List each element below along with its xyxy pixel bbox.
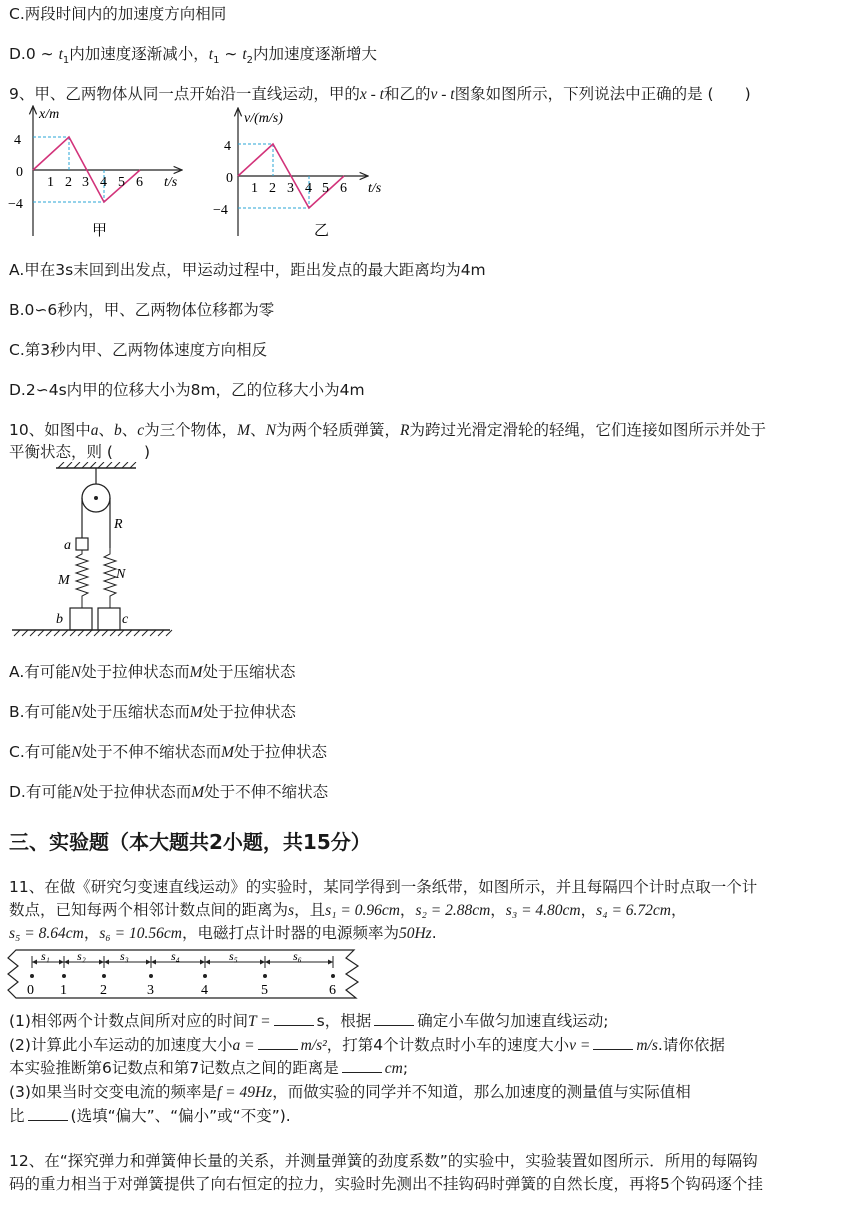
q11-text: 本实验推断第6记数点和第7记数点之间的距离是 xyxy=(9,1059,339,1077)
q11-text: . xyxy=(431,924,437,942)
q11-text: 确定小车做匀加速直线运动; xyxy=(417,1012,609,1030)
jia-ytick-0: 0 xyxy=(16,165,23,180)
s4-value: s₄ = 6.72cm xyxy=(596,902,671,919)
yi-xtick: 6 xyxy=(340,181,347,196)
sym-v: v = xyxy=(569,1037,591,1054)
opt-text: 处于拉伸状态而 xyxy=(82,783,192,801)
answer-blank[interactable] xyxy=(258,1035,298,1050)
sym-R: R xyxy=(399,422,410,439)
tape-seg-label: s₆ xyxy=(293,949,302,963)
q11-part1 xyxy=(9,1011,608,1032)
q9-stem-c: 图象如图所示，下列说法中正确的是 ( ) xyxy=(454,85,751,103)
sym-N: N xyxy=(71,744,82,761)
unit: m/s² xyxy=(300,1037,327,1054)
tape-point-label: 4 xyxy=(201,983,208,998)
jia-xlabel: t/s xyxy=(164,175,178,190)
tape-point-label: 0 xyxy=(27,983,34,998)
opt-text: C.有可能 xyxy=(9,743,72,761)
q8-option-c: C.两段时间内的加速度方向相同 xyxy=(9,5,227,23)
answer-blank[interactable] xyxy=(28,1106,68,1121)
tape-seg-label: s₂ xyxy=(77,949,86,963)
label-N: N xyxy=(116,567,126,582)
jia-xtick: 5 xyxy=(118,175,125,190)
unit: cm xyxy=(384,1060,403,1077)
q11-part2 xyxy=(9,1035,725,1056)
yi-xtick: 3 xyxy=(287,181,294,196)
q9-graphs xyxy=(0,104,400,244)
q11-text: ，电磁打点计时器的电源频率为 xyxy=(181,924,399,942)
q10-text: 、 xyxy=(121,421,138,439)
q11-text: ，打第4个计数点时小车的速度大小 xyxy=(326,1036,570,1054)
q10-stem-line1 xyxy=(9,420,766,441)
q10-option-a xyxy=(9,662,296,683)
q11-text: (2)计算此小车运动的加速度大小 xyxy=(9,1036,233,1054)
yi-xlabel: t/s xyxy=(368,181,382,196)
q11-text: (选填“偏大”、“偏小”或“不变”). xyxy=(70,1107,291,1125)
opt-text: 处于拉伸状态 xyxy=(234,743,328,761)
opt-text: 处于压缩状态而 xyxy=(81,703,190,721)
jia-ytick-4: 4 xyxy=(14,133,21,148)
sym-c: c xyxy=(137,422,145,439)
q8-option-d: D.0 ∼ $t_1$内加速度逐渐减小，$t_1$ ∼ $t_2$内加速度逐渐增大 xyxy=(9,45,378,67)
q10-text: 、 xyxy=(250,421,266,439)
q9-stem-a: 9、甲、乙两物体从同一点开始沿一直线运动，甲的 xyxy=(9,85,360,103)
q12-line1: 12、在“探究弹力和弹簧伸长量的关系，并测量弹簧的劲度系数”的实验中，实验装置如图所示．所用的每隔钩 xyxy=(9,1152,758,1170)
s5-value: s₅ = 8.64cm xyxy=(9,925,84,942)
q9-option-b: B.0∽6秒内，甲、乙两物体位移都为零 xyxy=(9,301,275,319)
q11-text: 数点，已知每两个相邻计数点间的距离为 xyxy=(9,901,289,919)
tape-point-label: 2 xyxy=(100,983,107,998)
yi-ylabel: v/(m/s) xyxy=(244,111,283,126)
q11-text: ，且 xyxy=(294,901,326,919)
sym-N: N xyxy=(72,784,83,801)
answer-blank[interactable] xyxy=(274,1011,314,1026)
jia-caption: 甲 xyxy=(92,223,108,239)
sym-M: M xyxy=(191,784,205,801)
s1-value: s₁ = 0.96cm xyxy=(325,902,400,919)
tape-seg-label: s₅ xyxy=(229,949,238,963)
yi-ytick-neg4: −4 xyxy=(213,203,228,218)
label-c: c xyxy=(122,612,129,627)
tape-seg-label: s₃ xyxy=(120,949,129,963)
jia-ylabel: x/m xyxy=(39,107,60,122)
opt-text: 处于不伸不缩状态而 xyxy=(81,743,222,761)
q11-text: (1)相邻两个计数点间所对应的时间 xyxy=(9,1012,248,1030)
q11-part3 xyxy=(9,1082,691,1103)
sym-a: a = xyxy=(232,1037,255,1054)
q8-d-prefix: D.0 ∼ xyxy=(9,45,59,63)
sym-N: N xyxy=(70,664,82,681)
opt-text: A.有可能 xyxy=(9,663,71,681)
yi-xtick: 2 xyxy=(269,181,276,196)
q11-part2b xyxy=(9,1058,408,1079)
sym-f: f = 49Hz xyxy=(216,1084,273,1101)
sym-N: N xyxy=(71,704,82,721)
yi-caption: 乙 xyxy=(314,223,330,239)
q12-line2: 码的重力相当于对弹簧提供了向右恒定的拉力，实验时先测出不挂钩码时弹簧的自然长度，再将5个钩码逐个挂 xyxy=(9,1175,763,1193)
q11-text: ，而做实验的同学并不知道，那么加速度的测量值与实际值相 xyxy=(272,1083,691,1101)
q9-option-a: A.甲在3s末回到出发点，甲运动过程中，距出发点的最大距离均为4m xyxy=(9,261,486,279)
q11-line3: s₅ = 8.64cm，s₆ = 10.56cm，电磁打点计时器的电源频率为50Hz. xyxy=(9,924,437,942)
yi-xtick: 5 xyxy=(322,181,329,196)
jia-xtick: 6 xyxy=(136,175,143,190)
opt-text: 处于拉伸状态 xyxy=(202,703,296,721)
graph-jia xyxy=(8,106,182,239)
paper-tape xyxy=(6,948,366,1004)
q10-text: 为三个物体， xyxy=(144,421,238,439)
sym-M: M xyxy=(237,422,251,439)
opt-text: 处于拉伸状态而 xyxy=(81,663,190,681)
label-a: a xyxy=(64,538,71,553)
opt-text: 处于压缩状态 xyxy=(202,663,296,681)
answer-blank[interactable] xyxy=(342,1058,382,1073)
label-b: b xyxy=(56,612,63,627)
q11-part3b xyxy=(9,1106,291,1126)
q10-option-d xyxy=(9,782,328,803)
vt-symbol: v - t xyxy=(430,86,455,103)
q10-text: 、 xyxy=(98,421,114,439)
freq-value: 50Hz xyxy=(398,925,432,942)
sym-s: s xyxy=(288,902,295,919)
q8-d-suffix: 内加速度逐渐增大 xyxy=(253,45,378,63)
q9-option-c: C.第3秒内甲、乙两物体速度方向相反 xyxy=(9,341,268,359)
section-heading: 三、实验题（本大题共2小题，共15分） xyxy=(9,830,371,854)
q11-text: ; xyxy=(402,1059,409,1077)
t1-symbol-2: t xyxy=(208,46,214,63)
tape-point-label: 1 xyxy=(60,983,67,998)
sym-a: a xyxy=(90,422,99,439)
tape-seg-label: s₄ xyxy=(171,949,180,963)
q10-text: 为跨过光滑定滑轮的轻绳，它们连接如图所示并处于 xyxy=(409,421,766,439)
sym-M: M xyxy=(189,664,203,681)
q10-option-c xyxy=(9,742,327,763)
t2-symbol: t xyxy=(242,46,247,63)
q11-text: 比 xyxy=(9,1107,25,1125)
q11-text: .请你依据 xyxy=(657,1036,725,1054)
yi-ytick-0: 0 xyxy=(226,171,233,186)
q10-option-b xyxy=(9,702,296,723)
answer-blank[interactable] xyxy=(374,1011,414,1026)
q9-option-d: D.2∽4s内甲的位移大小为8m，乙的位移大小为4m xyxy=(9,381,365,399)
answer-blank[interactable] xyxy=(593,1035,633,1050)
unit: m/s xyxy=(636,1037,658,1054)
label-R: R xyxy=(114,517,123,532)
q9-stem xyxy=(9,84,751,105)
sym-M: M xyxy=(189,704,203,721)
yi-xtick: 4 xyxy=(305,181,312,196)
t1-symbol: t xyxy=(58,46,63,63)
yi-xtick: 1 xyxy=(251,181,258,196)
sym-N: N xyxy=(265,422,276,439)
opt-text: B.有可能 xyxy=(9,703,72,721)
q11-line2: 数点，已知每两个相邻计数点间的距离为s，且s₁ = 0.96cm，s₂ = 2.88cm，s₃ = 4.80cm，s₄ = 6.72cm， xyxy=(9,901,687,919)
sym-b: b xyxy=(114,422,122,439)
sym-T: T = xyxy=(247,1013,271,1030)
jia-xtick: 1 xyxy=(47,175,54,190)
q10-text: 为两个轻质弹簧， xyxy=(275,421,400,439)
jia-xtick: 2 xyxy=(65,175,72,190)
tape-seg-label: s₁ xyxy=(41,949,50,963)
opt-text: D.有可能 xyxy=(9,783,73,801)
q8-d-mid: 内加速度逐渐减小， xyxy=(69,45,209,63)
tape-point-label: 5 xyxy=(261,983,268,998)
s6-value: s₆ = 10.56cm xyxy=(99,925,182,942)
tape-point-label: 3 xyxy=(147,983,154,998)
q10-stem-line2: 平衡状态，则 ( ) xyxy=(9,443,151,461)
jia-xtick: 3 xyxy=(82,175,89,190)
q10-text: 10、如图中 xyxy=(9,421,91,439)
jia-ytick-neg4: −4 xyxy=(8,197,23,212)
q10-spring-figure xyxy=(8,462,178,642)
q11-text: (3)如果当时交变电流的频率是 xyxy=(9,1083,217,1101)
graph-yi xyxy=(213,108,382,239)
xt-symbol: x - t xyxy=(359,86,384,103)
q11-line1: 11、在做《研究匀变速直线运动》的实验时，某同学得到一条纸带，如图所示，并且每隔四个计时点取一个计 xyxy=(9,878,758,896)
s3-value: s₃ = 4.80cm xyxy=(505,902,581,919)
q11-text: s，根据 xyxy=(316,1012,372,1030)
jia-xtick: 4 xyxy=(100,175,107,190)
s2-value: s₂ = 2.88cm xyxy=(415,902,491,919)
label-M: M xyxy=(58,573,70,588)
q9-stem-b: 和乙的 xyxy=(383,85,431,103)
tape-point-label: 6 xyxy=(329,983,336,998)
sym-M: M xyxy=(221,744,235,761)
opt-text: 处于不伸不缩状态 xyxy=(204,783,329,801)
yi-ytick-4: 4 xyxy=(224,139,231,154)
